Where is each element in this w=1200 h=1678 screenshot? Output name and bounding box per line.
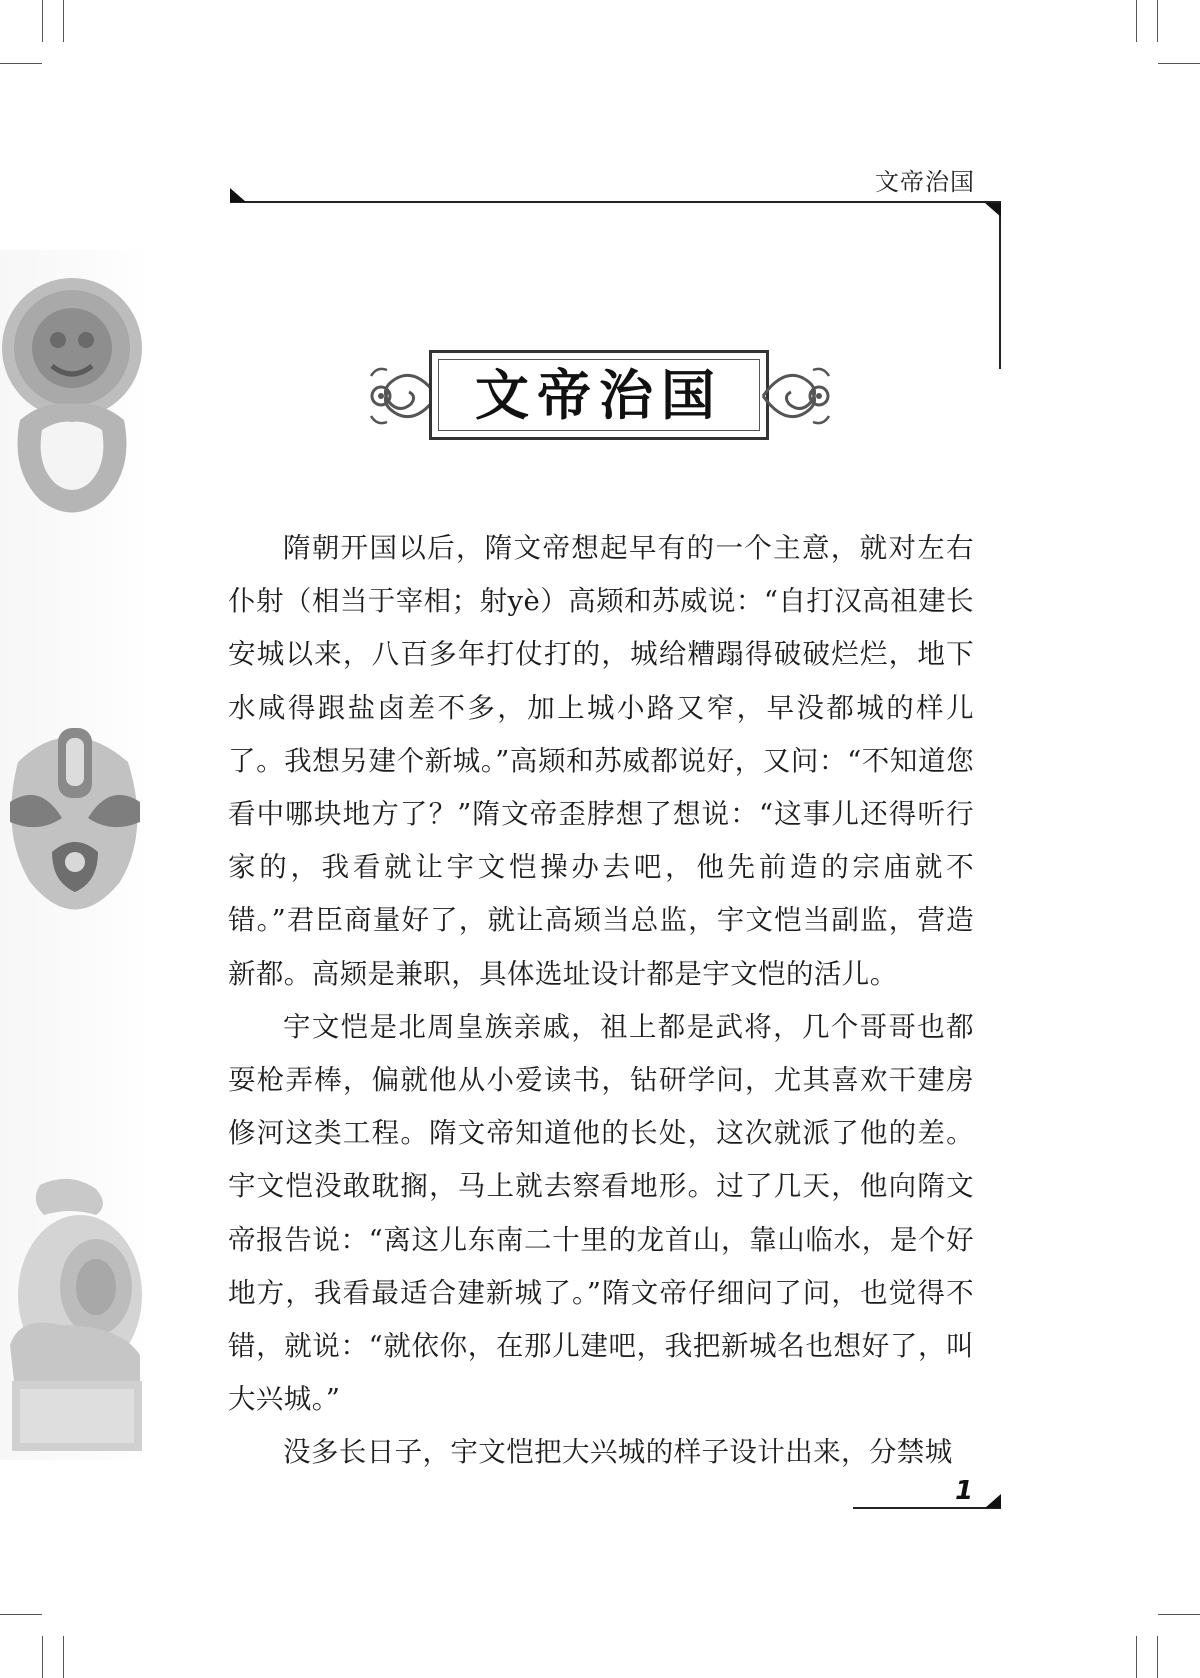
page-number: 1 <box>955 1476 974 1506</box>
crop-mark <box>63 1636 64 1678</box>
paragraph: 宇文恺是北周皇族亲戚，祖上都是武将，几个哥哥也都耍枪弄棒，偏就他从小爱读书，钻研学问，尤其喜欢干建房修河这类工程。隋文帝知道他的长处，这次就派了他的差。宇文恺没敢耽搁，马上就去察看地形。过了几天，他向隋文帝报告说：“离这儿东南二十里的龙首山，靠山临水，是个好地方，我看最适合建新城了。”隋文帝仔细问了问，也觉得不错，就说：“就依你，在那儿建吧，我把新城名也想好了，叫大兴城。” <box>228 1010 974 1416</box>
paragraph: 隋朝开国以后，隋文帝想起早有的一个主意，就对左右仆射（相当于宰相；射yè）高颎和苏威说：“自打汉高祖建长安城以来，八百多年打仗打的，城给糟蹋得破破烂烂，地下水咸得跟盐卤差不多，加上城小路又窄，早没都城的样儿了。我想另建个新城。”高颎和苏威都说好，又问：“不知道您看中哪块地方了？”隋文帝歪脖想了想说：“这事儿还得听行家的，我看就让宇文恺操办去吧，他先前造的宗庙就不错。”君臣商量好了，就让高颎当总监，宇文恺当副监，营造新都。高颎是兼职，具体选址设计都是宇文恺的活儿。 <box>228 532 974 990</box>
body-text <box>228 522 974 1480</box>
crop-mark <box>0 1614 42 1615</box>
crop-mark <box>1157 1636 1158 1678</box>
paragraph: 没多长日子，宇文恺把大兴城的样子设计出来，分禁城 <box>283 1436 953 1469</box>
crop-mark <box>1157 0 1158 42</box>
chapter-title-plaque <box>367 346 833 446</box>
crop-mark <box>1158 1614 1200 1615</box>
jade-seal-icon <box>0 1175 150 1455</box>
footer-rule <box>853 1507 1001 1509</box>
crop-mark <box>0 63 42 64</box>
crop-mark <box>63 0 64 42</box>
header-vertical-rule <box>999 201 1001 369</box>
door-knocker-icon <box>0 270 150 530</box>
right-scroll-ornament <box>761 358 833 434</box>
chapter-title-frame <box>429 350 769 440</box>
header-rule-right-marker <box>985 203 1001 217</box>
chapter-title: 文帝治国 <box>475 363 723 427</box>
crop-mark <box>1158 63 1200 64</box>
crop-mark <box>1136 0 1137 42</box>
header-rule <box>230 201 1000 203</box>
opera-mask-icon <box>0 722 150 932</box>
crop-mark <box>1136 1636 1137 1678</box>
header-rule-left-marker <box>230 188 246 202</box>
crop-mark <box>42 0 43 42</box>
crop-mark <box>42 1636 43 1678</box>
running-title: 文帝治国 <box>875 168 975 196</box>
footer-rule-marker <box>985 1494 1001 1508</box>
